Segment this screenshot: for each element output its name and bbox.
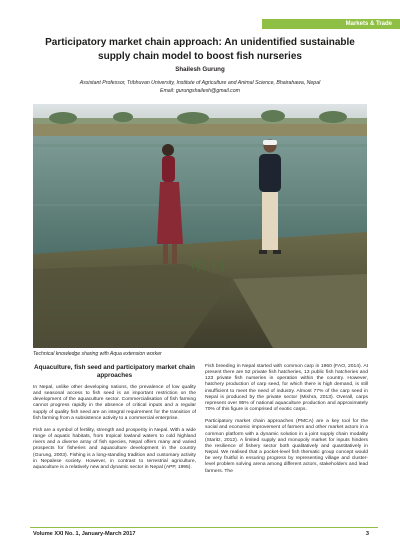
paragraph: Fish breeding in Nepal started with common carp in 1960 (FAO, 2014). At present there are 52 private fish hatcheries, 13 public fish hatcheries and 123 private fish nurseries in operation within the country. However, hatchery production of carp seed, for which there is high demand, is still insufficient to meet the need of industry. Almost 77% of the carp seed in Nepal is produced by the private sector (Mishra, 2013). Overall, carps represent over 95% of national aquaculture production and approximately 70% of this figure is comprised of exotic carps. — [205, 364, 368, 413]
paragraph: Participatory market chain approaches (PMCA) are a key tool for the social and economic improvement of farmers and other market actors in a common platform with a dynamic solution in a joint supply chain modality (Staritz, 2012). A limited supply and monopoly market for inputs hinders the resilience of fishery sector both qualitatively and quantitatively in Nepal. We realised that a pocket-level fish thematic group concept would be very fruitful in ensuring progress by representing village and cluster-level problem solving arena among different actors, stakeholders and lead farmers. The — [205, 419, 368, 474]
fish-pond-photo — [33, 104, 367, 348]
author-email: Email: gurungshailesh@gmail.com — [160, 87, 240, 94]
paragraph: Fish are a symbol of fertility, strength and prosperity in Nepal. With a wide range of aquatic habitats, from tropical lowland waters to cold highland rivers and a diverse array of fish species, Nepal offers many and varied prospects for fisheries and aquaculture development in the country (Gurung, 2003). Fishing is a long-standing tradition and customary activity in Nepalese society. However, in contrast to terrestrial agriculture, aquaculture is a relatively new and dynamic sector in Nepal (APP, 1995). — [33, 427, 196, 470]
photo-illustration — [33, 104, 367, 348]
photo-caption: Technical knowledge sharing with Aqua extension worker — [33, 351, 162, 357]
left-column — [33, 364, 196, 477]
page-number: 3 — [365, 531, 369, 537]
author-affiliation-block — [20, 80, 380, 95]
footer-issue: Volume XXI No. 1, January-March 2017 — [33, 531, 136, 537]
section-heading: Aquaculture, fish seed and participatory market chain approaches — [34, 364, 195, 379]
footer-rule — [30, 527, 378, 528]
right-column — [205, 364, 368, 481]
author-name: Shailesh Gurung — [175, 66, 225, 73]
author-affiliation: Assistant Professor, Tribhuvan University, Institute of Agriculture and Animal Science, Bhairahawa, Nepal — [79, 80, 321, 86]
article-title: Participatory market chain approach: An unidentified sustainable supply chain model to boost fish nurseries — [45, 37, 355, 62]
paragraph: In Nepal, unlike other developing nations, the prevalence of low quality and seasonal access to fish seed is an important restriction on the development of the aquaculture sector. Commercialisation of fish farming cannot progress rapidly in the absence of critical inputs and a regular supply of quality fish seed are an integral requirement for the transition of fish farming from a subsistence activity to a commercial enterprise. — [33, 385, 196, 421]
man-figure — [259, 140, 281, 255]
section-tag: Markets & Trade — [262, 19, 400, 29]
